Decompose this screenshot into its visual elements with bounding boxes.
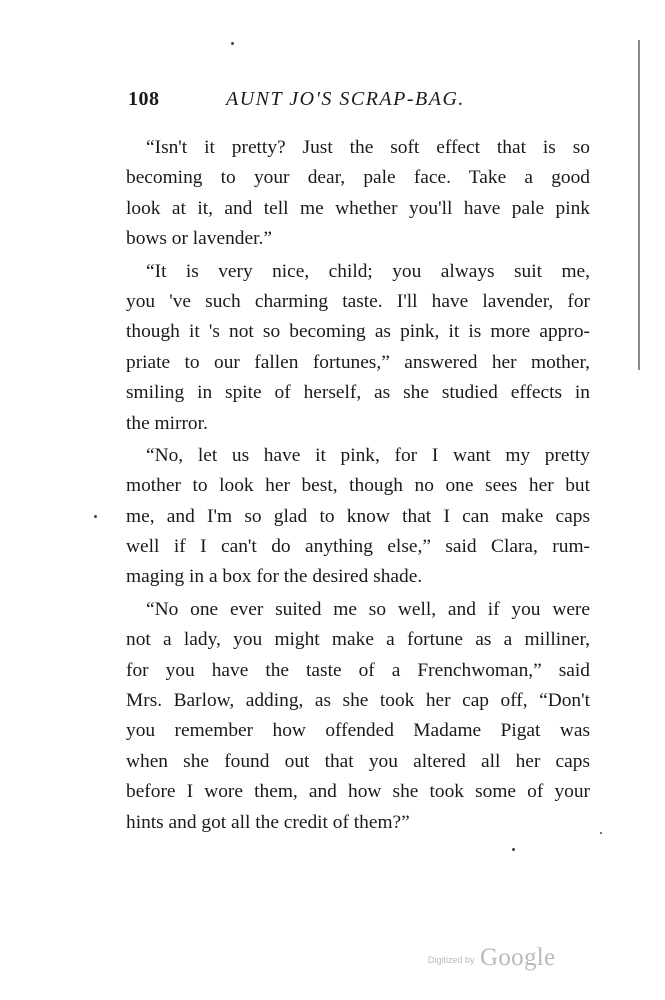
text-line: when she found out that you altered all her caps (126, 750, 590, 772)
ink-speck (600, 832, 602, 834)
text-line: maging in a box for the desired shade. (126, 566, 423, 588)
body-text (126, 133, 590, 840)
paragraph (126, 133, 590, 255)
text-line: you 've such charming taste. I'll have lavender, for (126, 290, 590, 312)
paragraph (126, 595, 590, 838)
text-line: for you have the taste of a Frenchwoman,” said (126, 659, 590, 681)
text-line: smiling in spite of herself, as she studied effects in (126, 382, 590, 404)
text-line: “No one ever suited me so well, and if you were (146, 598, 590, 620)
google-logo: Google (480, 944, 556, 971)
text-line: becoming to your dear, pale face. Take a good (126, 167, 590, 189)
text-line: the mirror. (126, 412, 208, 434)
running-header (128, 88, 528, 118)
text-line: well if I can't do anything else,” said Clara, rum- (126, 536, 590, 558)
text-line: mother to look her best, though no one sees her but (126, 475, 590, 497)
text-line: “Isn't it pretty? Just the soft effect that is so (146, 137, 590, 158)
text-line: not a lady, you might make a fortune as a milliner, (126, 629, 590, 651)
ink-speck (94, 515, 97, 518)
text-line: priate to our fallen fortunes,” answered her mother, (126, 351, 590, 373)
digitized-by-text: Digitized by (428, 955, 475, 965)
text-line: hints and got all the credit of them?” (126, 811, 410, 833)
text-line: “No, let us have it pink, for I want my pretty (146, 444, 590, 466)
page-number: 108 (128, 88, 160, 110)
text-line: before I wore them, and how she took some of your (126, 781, 590, 803)
text-line: you remember how offended Madame Pigat was (126, 720, 590, 742)
text-line: me, and I'm so glad to know that I can make caps (126, 505, 590, 527)
text-line: bows or lavender.” (126, 228, 272, 250)
page-edge-line (638, 40, 640, 370)
text-line: “It is very nice, child; you always suit me, (146, 260, 590, 282)
paragraph (126, 441, 590, 593)
ink-speck (231, 42, 234, 45)
text-line: look at it, and tell me whether you'll have pale pink (126, 197, 590, 219)
text-line: Mrs. Barlow, adding, as she took her cap off, “Don't (126, 690, 590, 712)
paragraph (126, 257, 590, 439)
text-line: though it 's not so becoming as pink, it is more appro- (126, 321, 590, 343)
running-title: AUNT JO'S SCRAP-BAG. (226, 88, 465, 110)
ink-speck (512, 848, 515, 851)
